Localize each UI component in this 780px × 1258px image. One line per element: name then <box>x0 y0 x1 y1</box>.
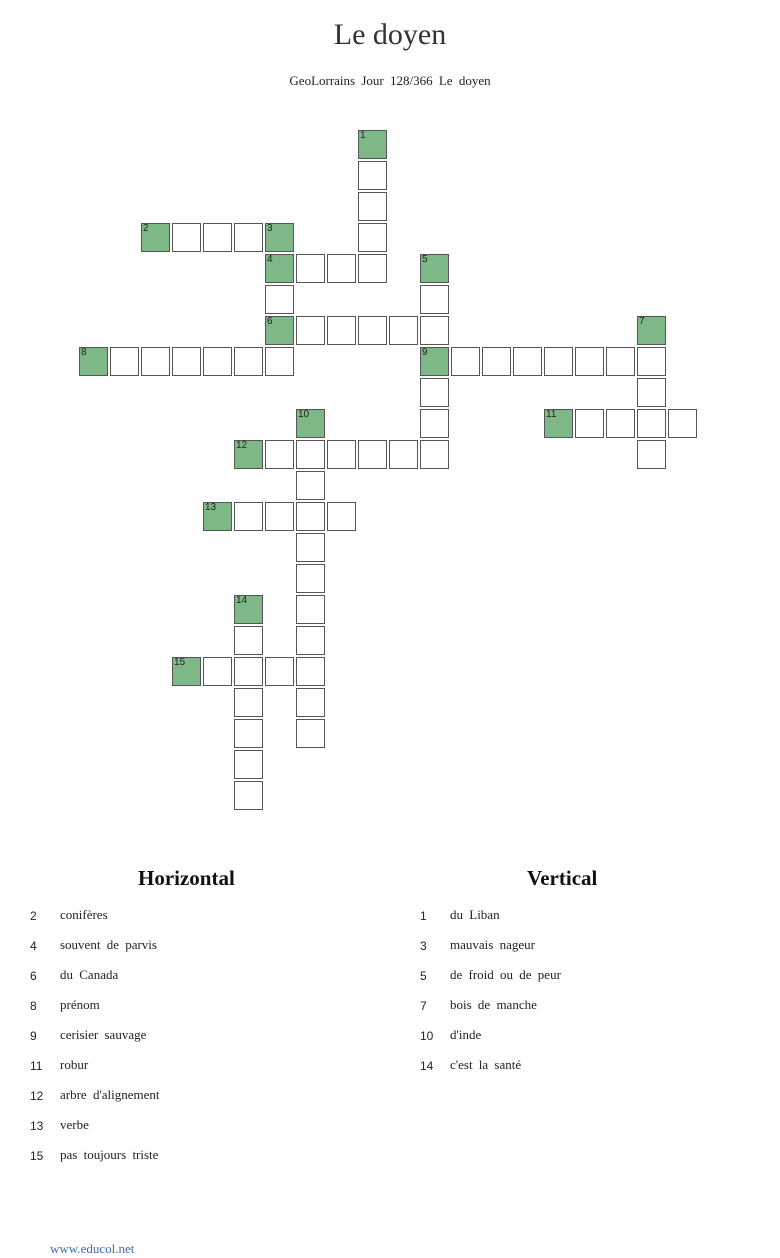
cell-number: 4 <box>267 254 273 265</box>
grid-cell-start-8[interactable] <box>79 347 108 376</box>
clue-text: d'inde <box>450 1027 482 1042</box>
clue-text: souvent de parvis <box>60 937 157 952</box>
page-subtitle: GeoLorrains Jour 128/366 Le doyen <box>289 73 491 88</box>
grid-cell[interactable] <box>203 657 232 686</box>
grid-cell[interactable] <box>637 440 666 469</box>
clue-text: mauvais nageur <box>450 937 535 952</box>
grid-cell[interactable] <box>327 316 356 345</box>
grid-cell[interactable] <box>296 502 325 531</box>
grid-cell-start-3[interactable] <box>265 223 294 252</box>
grid-cell-start-13[interactable] <box>203 502 232 531</box>
grid-cell[interactable] <box>358 223 387 252</box>
grid-cell-start-12[interactable] <box>234 440 263 469</box>
grid-cell-start-9[interactable] <box>420 347 449 376</box>
grid-cell[interactable] <box>420 285 449 314</box>
grid-cell[interactable] <box>606 409 635 438</box>
cell-number: 14 <box>236 595 248 606</box>
grid-cell[interactable] <box>358 254 387 283</box>
grid-cell-start-1[interactable] <box>358 130 387 159</box>
cell-number: 15 <box>174 657 186 668</box>
grid-cell[interactable] <box>296 254 325 283</box>
grid-cell[interactable] <box>203 347 232 376</box>
grid-cell[interactable] <box>234 657 263 686</box>
clue-text: bois de manche <box>450 997 537 1012</box>
grid-cell[interactable] <box>544 347 573 376</box>
grid-cell[interactable] <box>606 347 635 376</box>
grid-cell-start-6[interactable] <box>265 316 294 345</box>
grid-cell[interactable] <box>358 440 387 469</box>
vertical-heading: Vertical <box>527 866 598 890</box>
cell-number: 9 <box>422 347 428 358</box>
grid-cell[interactable] <box>296 657 325 686</box>
grid-cell[interactable] <box>296 471 325 500</box>
grid-cell[interactable] <box>637 347 666 376</box>
grid-cell[interactable] <box>296 719 325 748</box>
clue-text: robur <box>60 1057 89 1072</box>
grid-cell[interactable] <box>575 409 604 438</box>
grid-cell[interactable] <box>203 223 232 252</box>
grid-cell[interactable] <box>420 316 449 345</box>
grid-cell-start-10[interactable] <box>296 409 325 438</box>
clue-number: 2 <box>30 909 37 923</box>
grid-cell[interactable] <box>482 347 511 376</box>
horizontal-heading: Horizontal <box>138 866 235 890</box>
clue-text: du Liban <box>450 907 500 922</box>
grid-cell-start-5[interactable] <box>420 254 449 283</box>
grid-cell-start-2[interactable] <box>141 223 170 252</box>
clue-text: arbre d'alignement <box>60 1087 160 1102</box>
grid-cell[interactable] <box>265 657 294 686</box>
grid-cell[interactable] <box>451 347 480 376</box>
clue-number: 10 <box>420 1029 434 1043</box>
grid-cell[interactable] <box>296 440 325 469</box>
clue-number: 14 <box>420 1059 434 1073</box>
grid-cell[interactable] <box>234 719 263 748</box>
clue-text: pas toujours triste <box>60 1147 159 1162</box>
clue-number: 6 <box>30 969 37 983</box>
page-title: Le doyen <box>333 18 447 51</box>
grid-cell[interactable] <box>637 378 666 407</box>
clue-number: 8 <box>30 999 37 1013</box>
grid-cell[interactable] <box>234 347 263 376</box>
grid-cell[interactable] <box>420 409 449 438</box>
grid-cell[interactable] <box>234 626 263 655</box>
grid-cell[interactable] <box>234 750 263 779</box>
grid-cell[interactable] <box>234 223 263 252</box>
grid-cell[interactable] <box>296 564 325 593</box>
grid-cell[interactable] <box>296 688 325 717</box>
clue-text: prénom <box>60 997 100 1012</box>
clue-text: cerisier sauvage <box>60 1027 147 1042</box>
clue-number: 13 <box>30 1119 44 1133</box>
grid-cell-start-11[interactable] <box>544 409 573 438</box>
grid-cell[interactable] <box>265 285 294 314</box>
clue-number: 12 <box>30 1089 44 1103</box>
clue-text: conifères <box>60 907 108 922</box>
grid-cell[interactable] <box>265 347 294 376</box>
clue-text: c'est la santé <box>450 1057 522 1072</box>
cell-number: 7 <box>639 316 645 327</box>
grid-cell[interactable] <box>172 347 201 376</box>
grid-cell[interactable] <box>420 378 449 407</box>
grid-cell[interactable] <box>296 626 325 655</box>
clue-number: 11 <box>30 1059 43 1073</box>
clue-number: 5 <box>420 969 427 983</box>
grid-cell[interactable] <box>234 502 263 531</box>
cell-number: 13 <box>205 502 217 513</box>
grid-cell[interactable] <box>327 254 356 283</box>
clue-number: 4 <box>30 939 37 953</box>
clue-text: de froid ou de peur <box>450 967 561 982</box>
cell-number: 1 <box>360 130 366 141</box>
grid-cell[interactable] <box>265 502 294 531</box>
grid-cell[interactable] <box>234 781 263 810</box>
clue-number: 1 <box>420 909 427 923</box>
grid-cell[interactable] <box>358 192 387 221</box>
clue-number: 9 <box>30 1029 37 1043</box>
grid-cell[interactable] <box>234 688 263 717</box>
grid-cell[interactable] <box>668 409 697 438</box>
grid-cell-start-14[interactable] <box>234 595 263 624</box>
cell-number: 12 <box>236 440 248 451</box>
grid-cell[interactable] <box>327 440 356 469</box>
grid-cell[interactable] <box>327 502 356 531</box>
cell-number: 5 <box>422 254 428 265</box>
clue-number: 7 <box>420 999 427 1013</box>
grid-cell[interactable] <box>110 347 139 376</box>
clue-text: verbe <box>60 1117 89 1132</box>
grid-cell[interactable] <box>513 347 542 376</box>
grid-cell[interactable] <box>389 316 418 345</box>
grid-cell[interactable] <box>358 161 387 190</box>
grid-cell[interactable] <box>296 533 325 562</box>
cell-number: 11 <box>546 409 557 420</box>
cell-number: 6 <box>267 316 273 327</box>
grid-cell[interactable] <box>575 347 604 376</box>
grid-cell[interactable] <box>172 223 201 252</box>
grid-cell[interactable] <box>637 409 666 438</box>
cell-number: 10 <box>298 409 310 420</box>
cell-number: 3 <box>267 223 273 234</box>
footer-link[interactable]: www.educol.net <box>50 1241 135 1256</box>
cell-number: 2 <box>143 223 149 234</box>
grid-cell[interactable] <box>420 440 449 469</box>
clue-number: 3 <box>420 939 427 953</box>
grid-cell-start-7[interactable] <box>637 316 666 345</box>
clue-text: du Canada <box>60 967 119 982</box>
grid-cell-start-15[interactable] <box>172 657 201 686</box>
grid-cell[interactable] <box>265 440 294 469</box>
grid-cell[interactable] <box>358 316 387 345</box>
grid-cell[interactable] <box>141 347 170 376</box>
grid-cell[interactable] <box>296 316 325 345</box>
grid-cell-start-4[interactable] <box>265 254 294 283</box>
grid-cell[interactable] <box>296 595 325 624</box>
cell-number: 8 <box>81 347 87 358</box>
clue-number: 15 <box>30 1149 44 1163</box>
grid-cell[interactable] <box>389 440 418 469</box>
